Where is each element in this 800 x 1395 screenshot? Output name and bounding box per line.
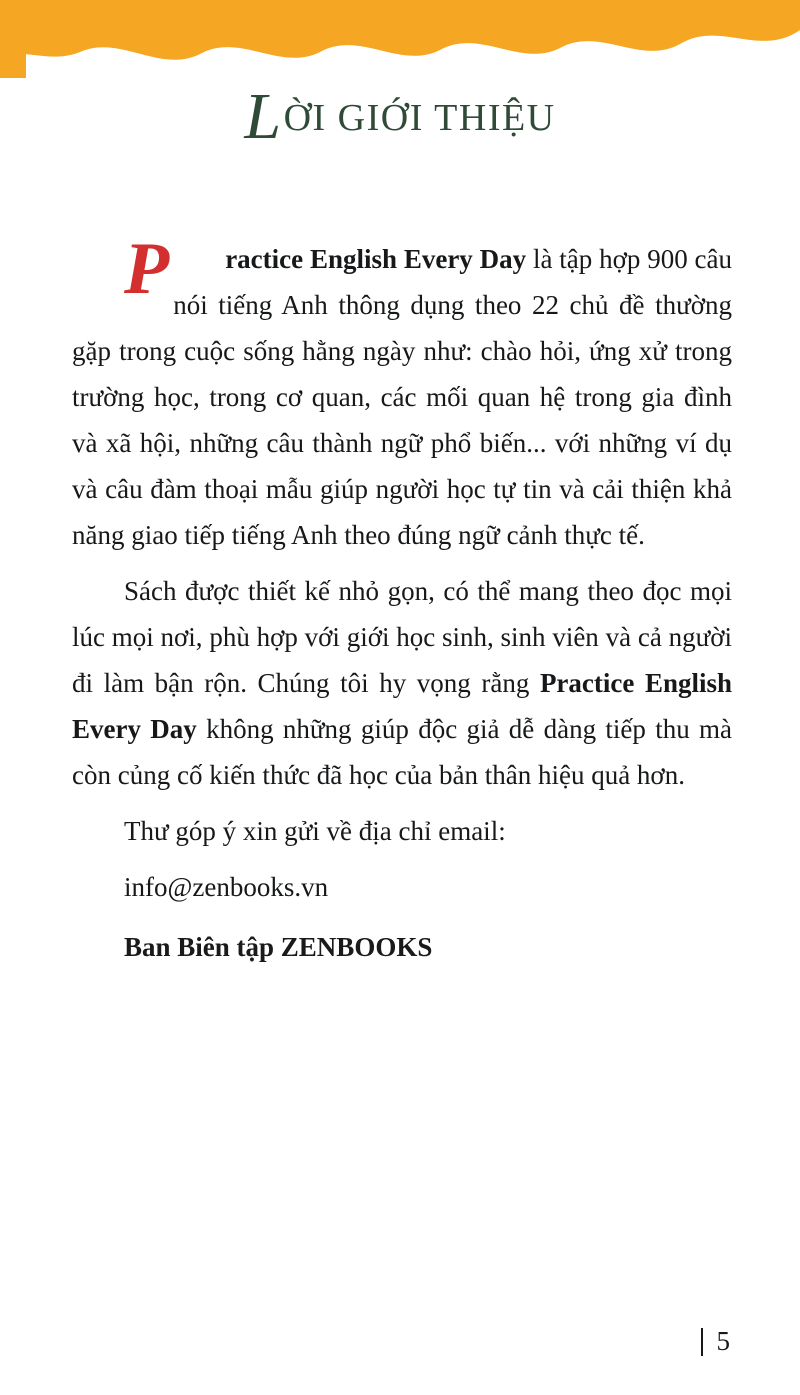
book-title-bold-lead: ractice English Every Day [225,244,527,274]
paragraph-dropcap: P [124,228,170,310]
feedback-text: Thư góp ý xin gửi về địa chỉ email: [124,816,506,846]
paragraph-feedback [72,808,732,854]
page-footer [701,1326,731,1357]
paragraph-description-part1: Sách được thiết kế nhỏ gọn, có thể mang theo đọc mọi lúc mọi nơi, phù hợp với giới học sinh, sinh viên và cả người đi làm bận rộn. Chúng tôi hy vọng rằng [72,576,732,698]
header-decoration [0,0,800,62]
paragraph-intro [72,228,732,558]
page-title [244,80,556,153]
page-title-text: ỜI GIỚI THIỆU [283,97,556,139]
page-number: 5 [716,1326,730,1356]
page-title-container [0,80,800,153]
contact-email[interactable]: info@zenbooks.vn [124,872,329,902]
paragraph-description [72,568,732,798]
paragraph-intro-text: là tập hợp 900 câu nói tiếng Anh thông dụng theo 22 chủ đề thường gặp trong cuộc sống hằng ngày như: chào hỏi, ứng xử trong trường học, trong cơ quan, các mối quan hệ trong gia đình và xã hội, những câu thành ngữ phổ biến... với những ví dụ và câu đàm thoại mẫu giúp người học tự tin và cải thiện khả năng giao tiếp tiếng Anh theo đúng ngữ cảnh thực tế. [72,244,732,550]
publisher-signature: Ban Biên tập ZENBOOKS [124,932,433,962]
footer-divider [701,1328,703,1356]
header-left-accent-bar [0,0,26,78]
body-content [72,228,732,970]
paragraph-description-part2: không những giúp độc giả dễ dàng tiếp thu mà còn củng cố kiến thức đã học của bản thân hiệu quả hơn. [72,714,732,790]
book-title-bold: Practice English Every Day [72,668,732,744]
page-title-dropcap: L [244,80,283,153]
